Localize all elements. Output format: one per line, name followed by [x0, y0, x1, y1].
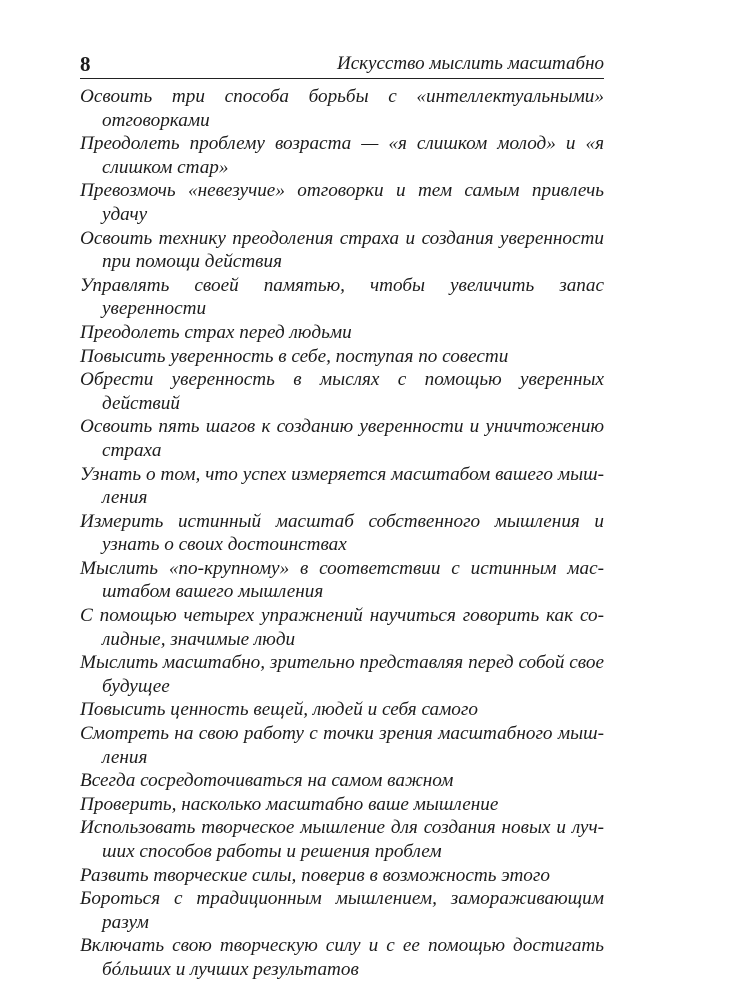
list-item: Освоить технику преодоления страха и создания уверенности при помощи действия	[80, 227, 604, 273]
list-item: Включать свою творческую силу и с ее помощью достигать бóльших и лучших результатов	[80, 935, 604, 980]
list-item: Проверить, насколько масштабно ваше мышление	[80, 793, 499, 815]
contents-list	[80, 85, 604, 982]
list-item: Измерить истинный масштаб собственного мышления и узнать о своих достоинствах	[80, 510, 604, 556]
list-item: Использовать творческое мышление для создания новых и лучших способов работы и решения проблем	[80, 817, 604, 862]
list-item: Преодолеть проблему возраста — «я слишком молод» и «я слишком стар»	[80, 133, 604, 178]
list-item: Мыслить «по-крупному» в соответствии с истинным масштабом вашего мышления	[80, 557, 604, 603]
list-item: Повысить уверенность в себе, поступая по совести	[80, 345, 509, 367]
list-item: Преодолеть страх перед людьми	[80, 321, 352, 343]
page-header	[80, 46, 604, 79]
list-item: Обрести уверенность в мыслях с помощью уверенных действий	[80, 369, 604, 414]
list-item: Освоить три способа борьбы с «интеллектуальными» отговорками	[80, 86, 604, 131]
book-page	[80, 46, 604, 982]
list-item: Всегда сосредоточиваться на самом важном	[80, 770, 454, 792]
list-item: Узнать о том, что успех измеряется масштабом вашего мышления	[80, 463, 604, 509]
list-item: Управлять своей памятью, чтобы увеличить запас уверенности	[80, 274, 604, 320]
list-item: Развить творческие силы, поверив в возможность этого	[80, 864, 550, 886]
list-item: Превозмочь «невезучие» отговорки и тем самым привлечь удачу	[80, 180, 604, 225]
list-item: Бороться с традиционным мышлением, замораживающим разум	[80, 888, 604, 933]
running-title: Искусство мыслить масштабно	[337, 53, 604, 74]
page-number: 8	[80, 52, 91, 76]
list-item: Повысить ценность вещей, людей и себя самого	[80, 699, 478, 721]
list-item: Мыслить масштабно, зрительно представляя перед собой свое будущее	[80, 652, 604, 697]
list-item: Смотреть на свою работу с точки зрения масштабного мышления	[80, 723, 604, 768]
list-item: С помощью четырех упражнений научиться говорить как солидные, значимые люди	[80, 605, 604, 650]
list-item: Освоить пять шагов к созданию уверенности и уничтожению страха	[80, 416, 604, 461]
